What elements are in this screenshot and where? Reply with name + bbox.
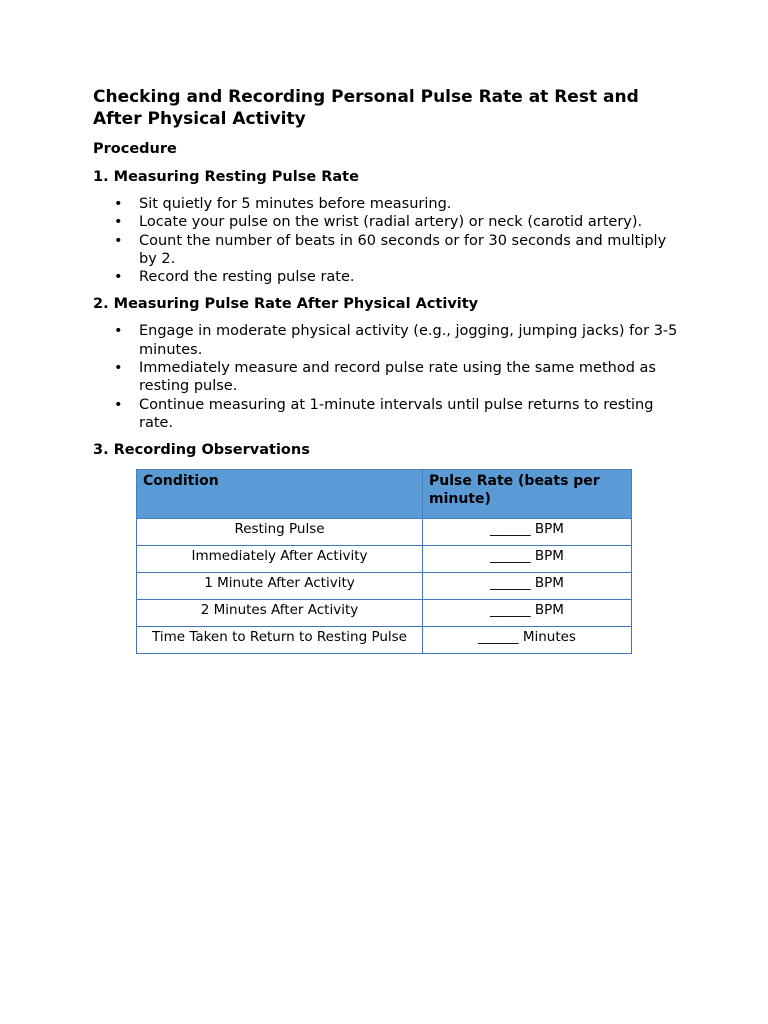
bullet-icon: • (114, 214, 123, 231)
document-body (93, 86, 683, 654)
activity-steps-list (93, 322, 683, 432)
table-row (137, 546, 632, 573)
table-row (137, 573, 632, 600)
bullet-icon: • (114, 269, 123, 286)
section-heading-observations: 3. Recording Observations (93, 442, 310, 459)
observations-table (136, 469, 632, 654)
condition-cell: Resting Pulse (137, 519, 423, 546)
section-heading-after-activity: 2. Measuring Pulse Rate After Physical Activity (93, 296, 479, 313)
resting-steps-list (93, 195, 683, 286)
pulse-rate-cell: ______ Minutes (423, 627, 632, 654)
list-item (93, 268, 683, 286)
pulse-rate-cell: ______ BPM (423, 573, 632, 600)
bullet-icon: • (114, 232, 123, 249)
list-item (93, 396, 683, 433)
table-row (137, 600, 632, 627)
list-item (93, 322, 683, 359)
bullet-icon: • (114, 360, 123, 377)
header-pulse-rate: Pulse Rate (beats per minute) (423, 470, 632, 519)
bullet-icon: • (114, 396, 123, 413)
list-item-text: Continue measuring at 1-minute intervals until pulse returns to resting rate. (139, 396, 654, 431)
document-title: Checking and Recording Personal Pulse Rate at Rest and After Physical Activity (93, 87, 639, 129)
list-item-text: Record the resting pulse rate. (139, 269, 355, 286)
list-item-text: Sit quietly for 5 minutes before measuring. (139, 196, 452, 212)
header-condition: Condition (137, 470, 423, 519)
list-item (93, 213, 683, 231)
table-row (137, 519, 632, 546)
pulse-rate-cell: ______ BPM (423, 546, 632, 573)
condition-cell: Time Taken to Return to Resting Pulse (137, 627, 423, 654)
procedure-label: Procedure (93, 141, 177, 157)
list-item-text: Engage in moderate physical activity (e.g., jogging, jumping jacks) for 3-5 minutes. (139, 323, 678, 358)
table-row (137, 627, 632, 654)
condition-cell: 1 Minute After Activity (137, 573, 423, 600)
list-item (93, 195, 683, 213)
condition-cell: 2 Minutes After Activity (137, 600, 423, 627)
list-item (93, 359, 683, 396)
list-item-text: Locate your pulse on the wrist (radial artery) or neck (carotid artery). (139, 214, 643, 231)
pulse-rate-cell: ______ BPM (423, 600, 632, 627)
section-heading-resting: 1. Measuring Resting Pulse Rate (93, 169, 359, 185)
list-item-text: Count the number of beats in 60 seconds or for 30 seconds and multiply by 2. (139, 232, 667, 267)
condition-cell: Immediately After Activity (137, 546, 423, 573)
list-item (93, 232, 683, 269)
table-header-row (137, 470, 632, 519)
pulse-rate-cell: ______ BPM (423, 519, 632, 546)
list-item-text: Immediately measure and record pulse rate using the same method as resting pulse. (139, 360, 656, 395)
bullet-icon: • (114, 323, 123, 340)
bullet-icon: • (114, 196, 123, 212)
